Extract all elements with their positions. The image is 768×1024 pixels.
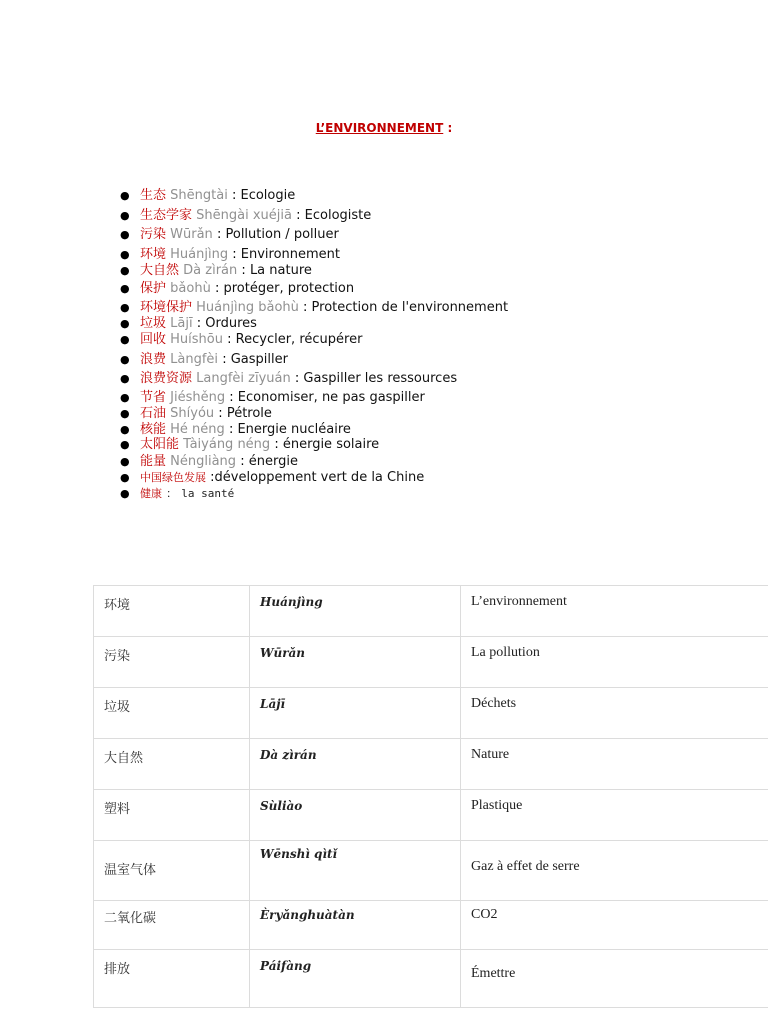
bullet-icon: ● xyxy=(120,471,130,484)
table-cell-pinyin: Lājī xyxy=(250,688,461,739)
table-row xyxy=(94,586,768,637)
vocab-french: Ordures xyxy=(205,316,257,331)
vocab-chinese: 生态学家 xyxy=(140,208,193,223)
vocab-pinyin: Shíyóu xyxy=(170,406,215,421)
table-cell-french: CO2 xyxy=(461,901,768,950)
bullet-icon: ● xyxy=(120,372,130,385)
bullet-icon: ● xyxy=(120,282,130,295)
bullet-icon: ● xyxy=(120,228,130,241)
vocab-pinyin: Wūrǎn xyxy=(170,227,213,242)
table-cell-chinese: 二氧化碳 xyxy=(94,901,250,950)
bullet-icon: ● xyxy=(120,189,130,202)
vocab-french: Environnement xyxy=(240,247,341,262)
table-cell-pinyin: Dà zìrán xyxy=(250,739,461,790)
vocab-chinese: 核能 xyxy=(140,422,167,437)
bullet-icon: ● xyxy=(120,209,130,222)
vocab-pinyin: Shēngtài xyxy=(170,188,228,203)
vocab-chinese: 垃圾 xyxy=(140,316,167,331)
vocab-french: la santé xyxy=(181,487,235,500)
vocab-french: La nature xyxy=(249,263,312,278)
table-cell-chinese: 温室气体 xyxy=(94,841,250,901)
table-cell-pinyin: Wūrǎn xyxy=(250,637,461,688)
table-cell-chinese: 环境 xyxy=(94,586,250,637)
vocab-pinyin: Tàiyáng néng xyxy=(183,437,271,452)
vocab-french: protéger, protection xyxy=(223,281,355,296)
bullet-icon: ● xyxy=(120,264,130,277)
vocab-french: Energie nucléaire xyxy=(237,422,351,437)
vocab-french: Gaspiller les ressources xyxy=(303,371,458,386)
vocab-chinese: 节省 xyxy=(140,390,167,405)
vocab-chinese: 大自然 xyxy=(140,263,180,278)
vocab-separator: : xyxy=(210,470,215,485)
vocab-pinyin: Lājī xyxy=(170,316,193,331)
vocab-pinyin: Làngfèi xyxy=(170,352,219,367)
vocab-french: Ecologiste xyxy=(304,208,372,223)
vocab-french: Economiser, ne pas gaspiller xyxy=(237,390,425,405)
table-cell-pinyin: Èryǎnghuàtàn xyxy=(250,901,461,950)
page-title xyxy=(0,121,768,135)
vocab-chinese: 环境保护 xyxy=(140,300,193,315)
vocab-french: Ecologie xyxy=(240,188,296,203)
vocab-chinese: 回收 xyxy=(140,332,167,347)
vocab-separator: ： xyxy=(166,487,178,500)
bullet-icon: ● xyxy=(120,317,130,330)
table-row xyxy=(94,790,768,841)
table-row xyxy=(94,841,768,901)
table-row xyxy=(94,637,768,688)
bullet-icon: ● xyxy=(120,248,130,261)
table-cell-french: Nature xyxy=(461,739,768,790)
table-cell-french: Gaz à effet de serre xyxy=(461,841,768,901)
table-row xyxy=(94,688,768,739)
table-cell-chinese: 垃圾 xyxy=(94,688,250,739)
vocab-chinese: 浪费资源 xyxy=(140,371,193,386)
vocab-chinese: 环境 xyxy=(140,247,167,262)
vocab-chinese: 太阳能 xyxy=(140,437,180,452)
vocab-chinese: 浪费 xyxy=(140,352,167,367)
table-cell-french: Émettre xyxy=(461,950,768,1008)
table-cell-french: L’environnement xyxy=(461,586,768,637)
bullet-icon: ● xyxy=(120,423,130,436)
vocab-french: Pétrole xyxy=(226,406,272,421)
vocab-chinese: 保护 xyxy=(140,281,167,296)
vocab-pinyin: Hé néng xyxy=(170,422,225,437)
table-cell-chinese: 大自然 xyxy=(94,739,250,790)
bullet-icon: ● xyxy=(120,333,130,346)
table-row xyxy=(94,901,768,950)
vocab-pinyin: Huánjìng xyxy=(170,247,229,262)
vocab-pinyin: bǎohù xyxy=(170,281,211,296)
vocab-table xyxy=(93,585,768,1008)
bullet-icon: ● xyxy=(120,391,130,404)
vocab-chinese: 生态 xyxy=(140,188,167,203)
vocab-pinyin: Huíshōu xyxy=(170,332,223,347)
title-text: L’ENVIRONNEMENT xyxy=(315,121,444,135)
vocab-french: Gaspiller xyxy=(230,352,288,367)
table-cell-chinese: 排放 xyxy=(94,950,250,1008)
bullet-icon: ● xyxy=(120,455,130,468)
vocab-french: énergie solaire xyxy=(282,437,380,452)
table-row xyxy=(94,950,768,1008)
table-cell-french: Plastique xyxy=(461,790,768,841)
vocab-pinyin: Huánjìng bǎohù xyxy=(196,300,299,315)
table-cell-pinyin: Wēnshì qìtǐ xyxy=(250,841,461,901)
bullet-icon: ● xyxy=(120,438,130,451)
vocab-pinyin: Langfèi zīyuán xyxy=(196,371,291,386)
vocab-chinese: 健康 xyxy=(140,487,162,500)
table-cell-french: Déchets xyxy=(461,688,768,739)
table-cell-pinyin: Sùliào xyxy=(250,790,461,841)
vocab-french: Pollution / polluer xyxy=(225,227,339,242)
table-row xyxy=(94,739,768,790)
title-colon: : xyxy=(447,121,453,135)
vocab-chinese: 污染 xyxy=(140,227,167,242)
bullet-icon: ● xyxy=(120,487,130,500)
vocab-chinese: 能量 xyxy=(140,454,167,469)
bullet-icon: ● xyxy=(120,301,130,314)
vocab-chinese: 石油 xyxy=(140,406,167,421)
bullet-icon: ● xyxy=(120,407,130,420)
vocab-pinyin: Jiéshěng xyxy=(170,390,226,405)
bullet-icon: ● xyxy=(120,353,130,366)
vocab-pinyin: Néngliàng xyxy=(170,454,237,469)
vocab-french: énergie xyxy=(248,454,298,469)
vocab-chinese: 中国绿色发展 xyxy=(140,471,206,484)
table-cell-french: La pollution xyxy=(461,637,768,688)
table-cell-chinese: 塑料 xyxy=(94,790,250,841)
table-cell-pinyin: Huánjìng xyxy=(250,586,461,637)
table-cell-pinyin: Páifàng xyxy=(250,950,461,1008)
vocab-french: Protection de l'environnement xyxy=(311,300,509,315)
vocab-pinyin: Dà zìrán xyxy=(183,263,238,278)
vocab-french: Recycler, récupérer xyxy=(235,332,363,347)
vocab-french: développement vert de la Chine xyxy=(214,470,425,485)
table-cell-chinese: 污染 xyxy=(94,637,250,688)
vocab-pinyin: Shēngài xuéjiā xyxy=(196,208,292,223)
